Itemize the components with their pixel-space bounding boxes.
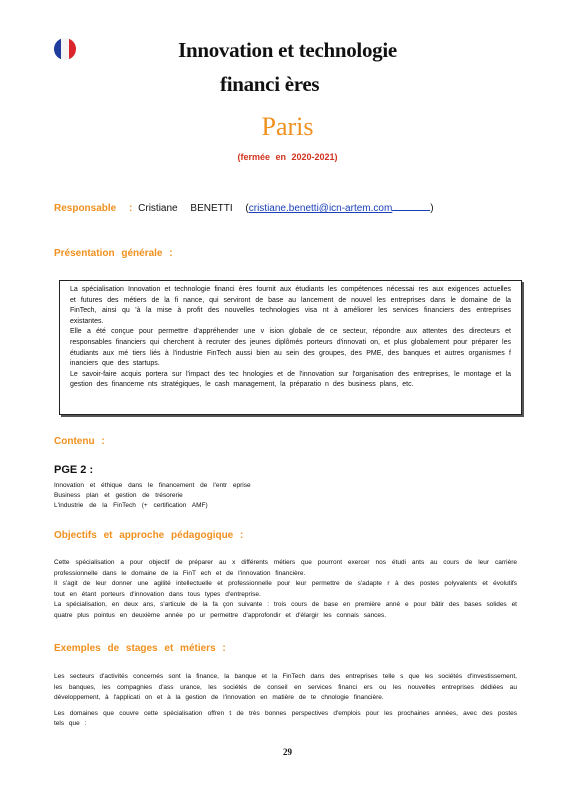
- closed-note: (fermée en 2020-2021): [237, 152, 338, 162]
- city-title: Paris: [261, 112, 314, 141]
- exemples-heading: Exemples de stages et métiers :: [54, 643, 226, 654]
- pge-title: PGE 2 :: [54, 464, 94, 476]
- objectifs-paragraph: La spécialisation, en deux ans, s'articule de la fa çon suivante : trois cours de base en première anné e pour bâtir des bases solides et quatre plus pointus en deuxième année po ur permettre d'approfondir et d'élargir les connais sances.: [54, 601, 517, 619]
- presentation-paragraph: La spécialisation Innovation et technologie financi ères fournit aux étudiants les compétences nécessai res aux exigences actuelles et futures des métiers de la fi nance, qui serviront de base au lancement de nouvel les entreprises dans le domaine de la FinTech, ainsi qu 'à la mise à profit des nouvelles technologies visa nt à améliorer les services financiers des entreprises existantes.: [70, 286, 511, 325]
- responsable-separator: :: [129, 203, 133, 214]
- contenu-heading: Contenu :: [54, 436, 105, 447]
- contenu-list: [54, 481, 251, 511]
- page-number: 29: [283, 747, 292, 757]
- responsable-line: Responsable : Cristiane BENETTI (cristiane.benetti@icn-artem.com ): [54, 203, 434, 214]
- responsable-label: Responsable: [54, 203, 117, 214]
- objectifs-text: [54, 558, 517, 621]
- presentation-paragraph: Elle a été conçue pour permettre d'appréhender une v ision globale de ce secteur, répondre aux attentes des directeurs et responsables financiers qui cherchent à recruter des jeunes diplômés porteurs d'innovati on, et plus globalement pour préparer les étudiants aux mé tiers liés à l'industrie FinTech aussi bien au sein des groupes, des PME, des banques et autres organismes f inanciers que des startups.: [70, 328, 511, 368]
- exemples-paragraph: Les secteurs d'activités concernés sont la finance, la banque et la FinTech dans des entreprises telle s que les sociétés d'investissement, les banques, les compagnies d'ass urance, les sociétés de conseil en services financi ers ou les nouvelles entreprises dédiées au développement, à l'applicati on et à la gestion de l'innovation en matière de te chnologie financière.: [54, 673, 517, 701]
- presentation-heading: Présentation générale :: [54, 248, 173, 259]
- objectifs-heading: Objectifs et approche pédagogique :: [54, 530, 244, 541]
- list-item: Innovation et éthique dans le financement de l'entr eprise: [54, 482, 251, 489]
- responsable-email-link[interactable]: cristiane.benetti@icn-artem.com: [248, 203, 393, 214]
- objectifs-paragraph: Cette spécialisation a pour objectif de préparer au x différents métiers que pourront exercer nos étudi ants au cours de leur carrière professionnelle dans le domaine de la FinT ech et de l'innovation financière.: [54, 559, 517, 577]
- responsable-name: Cristiane BENETTI: [138, 203, 233, 214]
- objectifs-paragraph: Il s'agit de leur donner une agilité intellectuelle et professionnelle pour leur permettre de s'adapte r à des postes polyvalents et évolutifs tout en étant porteurs d'innovation dans tous types d'entreprise.: [54, 580, 517, 598]
- presentation-paragraph: Le savoir-faire acquis portera sur l'impact des tec hnologies et de l'innovation sur l'organisation des entreprises, le montage et la gestion des financeme nts stratégiques, le cash management, la préparatio n des business plans, etc.: [70, 370, 511, 389]
- exemples-paragraph: Les domaines que couvre cette spécialisation offren t de très bonnes perspectives d'emplois pour les prochaines années, avec des postes tels que :: [54, 709, 517, 727]
- presentation-box: [59, 280, 522, 415]
- exemples-text: [54, 672, 517, 730]
- page-title-line1: Innovation et technologie: [178, 38, 397, 62]
- list-item: L'industrie de la FinTech (+ certification AMF): [54, 502, 208, 509]
- page-title-line2: financi ères: [220, 72, 320, 96]
- list-item: Business plan et gestion de trésorerie: [54, 492, 183, 499]
